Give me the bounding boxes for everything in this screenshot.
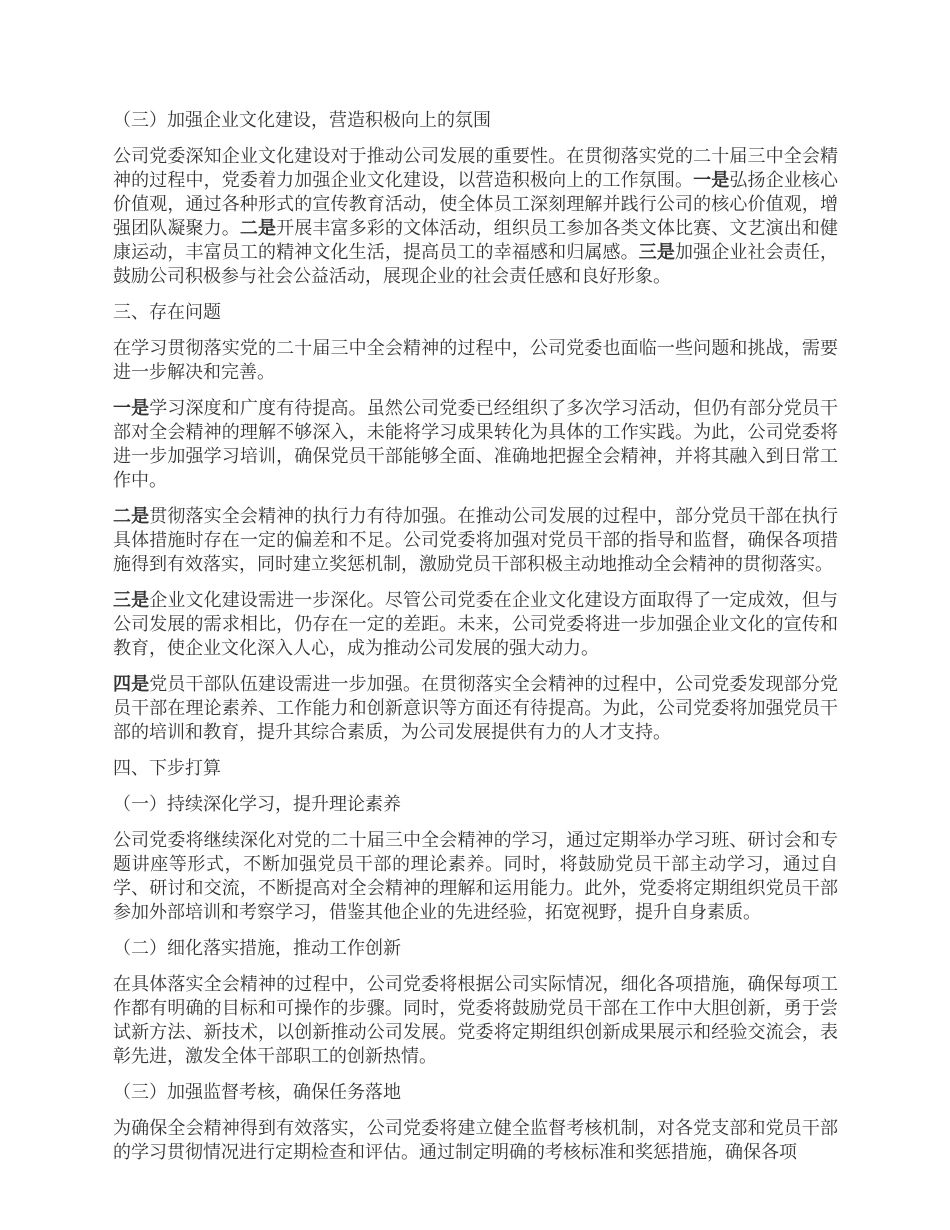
bold-text-run: 二是 [239,218,277,238]
paragraph: 为确保全会精神得到有效落实，公司党委将建立健全监督考核机制，对各党支部和党员干部的学习贯彻情况进行定期检查和评估。通过制定明确的考核标准和奖惩措施，确保各项 [113,1118,838,1162]
section-heading: （三）加强企业文化建设，营造积极向上的氛围 [113,110,491,130]
text-run: 开展丰富多彩的文体活动，组织员工参加各类文体比赛、文艺演出和健康运动，丰富员工的精神文化生活，提高员工的幸福感和归属感。 [113,218,839,262]
text-run: 公司党委深知企业文化建设对于推动公司发展的重要性。在贯彻落实党的二十届三中全会精神的过程中，党委着力加强企业文化建设，以营造积极向上的工作氛围。 [113,146,838,190]
paragraph [113,396,838,492]
paragraph [113,672,838,744]
section-heading: （二）细化落实措施，推动工作创新 [113,938,401,958]
paragraph: 在学习贯彻落实党的二十届三中全会精神的过程中，公司党委也面临一些问题和挑战，需要进一步解决和完善。 [113,338,838,382]
text-run: 弘扬企业核心价值观，通过各种形式的宣传教育活动，使全体员工深刻理解并践行公司的核心价值观，增强团队凝聚力。 [113,170,839,238]
bold-text-run: 一是 [113,398,150,418]
bold-text-run: 三是 [113,590,150,610]
section-heading: （三）加强监督考核，确保任务落地 [113,1082,401,1102]
paragraph: 公司党委将继续深化对党的二十届三中全会精神的学习，通过定期举办学习班、研讨会和专题讲座等形式，不断加强党员干部的理论素养。同时，将鼓励党员干部主动学习，通过自学、研讨和交流，不断提高对全会精神的理解和运用能力。此外，党委将定期组织党员干部参加外部培训和考察学习，借鉴其他企业的先进经验，拓宽视野，提升自身素质。 [113,830,838,922]
paragraph [113,504,838,576]
text-run: 学习深度和广度有待提高。虽然公司党委已经组织了多次学习活动，但仍有部分党员干部对全会精神的理解不够深入，未能将学习成果转化为具体的工作实践。为此，公司党委将进一步加强学习培训，确保党员干部能够全面、准确地把握全会精神，并将其融入到日常工作中。 [113,398,839,490]
paragraph [113,588,838,660]
bold-text-run: 二是 [113,506,150,526]
paragraph: 在具体落实全会精神的过程中，公司党委将根据公司实际情况，细化各项措施，确保每项工作都有明确的目标和可操作的步骤。同时，党委将鼓励党员干部在工作中大胆创新，勇于尝试新方法、新技术，以创新推动公司发展。党委将定期组织创新成果展示和经验交流会，表彰先进，激发全体干部职工的创新热情。 [113,974,838,1066]
text-run: 贯彻落实全会精神的执行力有待加强。在推动公司发展的过程中，部分党员干部在执行具体措施时存在一定的偏差和不足。公司党委将加强对党员干部的指导和监督，确保各项措施得到有效落实，同时建立奖惩机制，激励党员干部积极主动地推动全会精神的贯彻落实。 [113,506,839,574]
paragraph [113,144,838,288]
bold-text-run: 一是 [693,170,730,190]
section-heading: 四、下步打算 [113,758,221,778]
bold-text-run: 四是 [113,674,150,694]
document-content [113,108,838,1164]
section-heading: 三、存在问题 [113,302,221,322]
section-heading: （一）持续深化学习，提升理论素养 [113,794,401,814]
text-run: 企业文化建设需进一步深化。尽管公司党委在企业文化建设方面取得了一定成效，但与公司发展的需求相比，仍存在一定的差距。未来，公司党委将进一步加强企业文化的宣传和教育，使企业文化深入人心，成为推动公司发展的强大动力。 [113,590,839,658]
bold-text-run: 三是 [638,242,675,262]
text-run: 党员干部队伍建设需进一步加强。在贯彻落实全会精神的过程中，公司党委发现部分党员干部在理论素养、工作能力和创新意识等方面还有待提高。为此，公司党委将加强党员干部的培训和教育，提升其综合素质，为公司发展提供有力的人才支持。 [113,674,839,742]
text-run: 加强企业社会责任，鼓励公司积极参与社会公益活动，展现企业的社会责任感和良好形象。 [113,242,839,286]
